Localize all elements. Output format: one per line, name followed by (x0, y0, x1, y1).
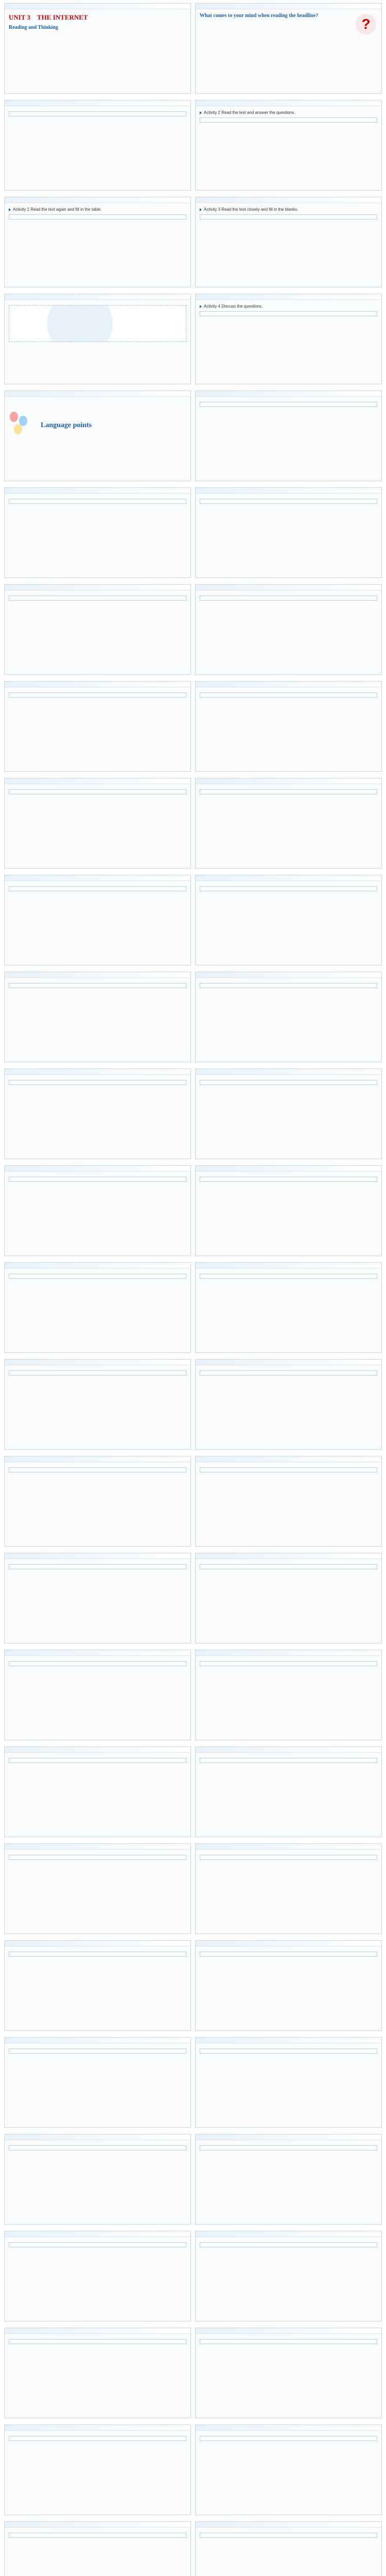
slide-vocab (195, 391, 382, 481)
slide-notes-34 (195, 2037, 382, 2128)
slide-content (196, 300, 381, 319)
slide-content (196, 1462, 381, 1476)
slide-row-6 (0, 484, 386, 581)
slide-header (5, 1166, 190, 1172)
slide-content (5, 397, 190, 429)
slide-content (5, 300, 190, 345)
slide-header (196, 1650, 381, 1656)
slide-header (5, 1747, 190, 1753)
notes-panel-43 (9, 2533, 186, 2538)
slide-content (196, 2237, 381, 2250)
slide-header (5, 2522, 190, 2528)
slide-header (196, 294, 381, 300)
slide-header (5, 197, 190, 203)
notes-panel-26 (200, 1661, 377, 1666)
slide-header (196, 391, 381, 397)
slide-content (196, 1172, 381, 1185)
slide-notes-6 (195, 681, 382, 772)
notes-panel-11 (9, 983, 186, 988)
reading-panel (9, 111, 186, 116)
slide-content (196, 1365, 381, 1379)
slide-row-22 (0, 2034, 386, 2131)
question-mark-icon: ? (356, 14, 376, 35)
slide-notes-39 (4, 2328, 191, 2418)
slide-question (195, 3, 382, 94)
arrow-icon (9, 208, 11, 211)
slide-notes-32 (195, 1940, 382, 2031)
slide-content (196, 2431, 381, 2444)
notes-panel-41 (9, 2436, 186, 2441)
slide-discussion (195, 294, 382, 384)
slide-content (196, 590, 381, 604)
notes-panel-16 (200, 1177, 377, 1182)
slide-notes-2 (195, 487, 382, 578)
notes-panel-21 (9, 1467, 186, 1472)
slide-activity-3 (195, 197, 382, 287)
notes-panel-34 (200, 2048, 377, 2054)
slide-notes-16 (195, 1165, 382, 1256)
notes-panel-17 (9, 1274, 186, 1279)
slide-content (5, 494, 190, 507)
slide-row-24 (0, 2228, 386, 2325)
slide-content (5, 784, 190, 798)
slide-row-2 (0, 97, 386, 194)
slide-header (196, 1747, 381, 1753)
slide-content (5, 1172, 190, 1185)
unit-title: UNIT 3 THE INTERNET (9, 13, 88, 21)
notes-panel-3 (9, 596, 186, 601)
slide-header (5, 1263, 190, 1268)
slide-header (5, 294, 190, 300)
notes-panel-7 (9, 789, 186, 794)
slide-activity-2 (195, 100, 382, 191)
slide-header (196, 1069, 381, 1075)
slide-header (5, 1650, 190, 1656)
balloon-red-icon (10, 412, 18, 422)
notes-panel-19 (9, 1370, 186, 1376)
slide-header (5, 682, 190, 687)
slide-content (5, 2043, 190, 2057)
slide-row-12 (0, 1065, 386, 1162)
notes-panel-9 (9, 886, 186, 891)
notes-panel-25 (9, 1661, 186, 1666)
slide-header (5, 585, 190, 590)
notes-panel-31 (9, 1952, 186, 1957)
slide-content (196, 494, 381, 507)
slide-header (196, 875, 381, 881)
slide-notes-42 (195, 2425, 382, 2515)
slide-header (5, 1360, 190, 1365)
slide-header (196, 585, 381, 590)
slide-content (5, 203, 190, 223)
fill-blanks-panel (200, 214, 377, 219)
slide-header (5, 2038, 190, 2043)
slide-notes-28 (195, 1747, 382, 1837)
slide-row-4 (0, 291, 386, 387)
slide-header (196, 682, 381, 687)
slide-notes-38 (195, 2231, 382, 2321)
slide-notes-5 (4, 681, 191, 772)
notes-panel-20 (200, 1370, 377, 1376)
slide-header (196, 972, 381, 978)
slide-notes-24 (195, 1553, 382, 1643)
notes-panel-39 (9, 2339, 186, 2344)
notes-panel-18 (200, 1274, 377, 1279)
slide-content (5, 9, 190, 37)
slide-notes-43 (4, 2521, 191, 2576)
arrow-icon (200, 305, 202, 308)
slide-content (196, 2140, 381, 2154)
slide-notes-1 (4, 487, 191, 578)
slide-header (196, 1360, 381, 1365)
slide-header (196, 778, 381, 784)
slide-content (196, 106, 381, 126)
slide-notes-20 (195, 1359, 382, 1450)
slide-header (196, 1844, 381, 1850)
slide-content (5, 590, 190, 604)
slide-content (196, 687, 381, 701)
slide-header (196, 2425, 381, 2431)
slide-header (5, 1456, 190, 1462)
slide-header (5, 488, 190, 494)
slide-content (5, 687, 190, 701)
slide-notes-3 (4, 584, 191, 675)
slide-header (196, 2134, 381, 2140)
slide-row-27 (0, 2518, 386, 2576)
balloons-icon (10, 412, 33, 443)
slide-content (196, 1656, 381, 1669)
slide-row-16 (0, 1453, 386, 1550)
slide-row-18 (0, 1647, 386, 1743)
slide-row-11 (0, 969, 386, 1065)
notes-panel-30 (200, 1855, 377, 1860)
notes-panel-28 (200, 1758, 377, 1763)
slide-content (5, 1946, 190, 1960)
activity-4-heading: Activity 4 Discuss the questions. (200, 304, 377, 309)
slide-content (5, 1075, 190, 1088)
slide-notes-7 (4, 778, 191, 869)
question-title: What comes to your mind when reading the headline? (200, 13, 319, 19)
activity-2-heading: Activity 2 Read the text and answer the questions. (200, 110, 377, 115)
slide-notes-44 (195, 2521, 382, 2576)
notes-panel-40 (200, 2339, 377, 2344)
slide-row-13 (0, 1162, 386, 1259)
slide-content (5, 1462, 190, 1476)
slide-header (196, 1553, 381, 1559)
unit-subtitle: Reading and Thinking (9, 24, 58, 30)
slide-notes-9 (4, 875, 191, 965)
slide-notes-10 (195, 875, 382, 965)
slide-header (5, 4, 190, 9)
slide-notes-35 (4, 2134, 191, 2225)
slide-content (196, 1075, 381, 1088)
slide-notes-33 (4, 2037, 191, 2128)
notes-panel-14 (200, 1080, 377, 1085)
slide-content (196, 2528, 381, 2541)
slide-row-15 (0, 1356, 386, 1453)
slide-header (196, 2522, 381, 2528)
slide-header (196, 488, 381, 494)
slide-content (5, 2431, 190, 2444)
slide-header (196, 197, 381, 203)
slide-header (196, 1941, 381, 1946)
notes-panel-32 (200, 1952, 377, 1957)
slide-header (5, 2328, 190, 2334)
slide-notes-31 (4, 1940, 191, 2031)
slide-notes-22 (195, 1456, 382, 1547)
slide-header (5, 1844, 190, 1850)
slide-notes-30 (195, 1843, 382, 1934)
slide-notes-36 (195, 2134, 382, 2225)
notes-panel-27 (9, 1758, 186, 1763)
slide-content (196, 2334, 381, 2347)
slide-notes-37 (4, 2231, 191, 2321)
table-panel (9, 214, 186, 219)
slide-row-23 (0, 2131, 386, 2228)
slide-content (196, 2043, 381, 2057)
arrow-icon (200, 208, 202, 211)
slide-header (5, 2231, 190, 2237)
slide-notes-13 (4, 1069, 191, 1159)
notes-panel-2 (200, 499, 377, 504)
language-points-title: Language points (41, 421, 92, 429)
notes-panel-13 (9, 1080, 186, 1085)
slide-header (196, 1166, 381, 1172)
slide-notes-11 (4, 972, 191, 1062)
questions-panel (200, 117, 377, 123)
slide-content (5, 2528, 190, 2541)
slide-content (196, 397, 381, 410)
slide-notes-18 (195, 1262, 382, 1353)
slide-content (5, 1365, 190, 1379)
slide-notes-41 (4, 2425, 191, 2515)
slide-content (196, 9, 381, 32)
slide-notes-12 (195, 972, 382, 1062)
notes-panel-5 (9, 692, 186, 698)
slide-row-5 (0, 387, 386, 484)
slide-content (5, 978, 190, 991)
slide-content (196, 784, 381, 798)
slide-content (196, 1268, 381, 1282)
slide-header (196, 2328, 381, 2334)
notes-panel-38 (200, 2242, 377, 2247)
slide-content (196, 1850, 381, 1863)
notes-panel-44 (200, 2533, 377, 2538)
slide-header (5, 100, 190, 106)
slide-header (5, 778, 190, 784)
notes-panel-24 (200, 1564, 377, 1569)
slide-content (5, 1559, 190, 1572)
notes-panel-42 (200, 2436, 377, 2441)
notes-panel-8 (200, 789, 377, 794)
slide-row-14 (0, 1259, 386, 1356)
slide-notes-40 (195, 2328, 382, 2418)
arrow-icon (200, 111, 202, 114)
slide-notes-26 (195, 1650, 382, 1740)
notes-panel-10 (200, 886, 377, 891)
slide-content (196, 978, 381, 991)
slide-row-21 (0, 1937, 386, 2034)
slide-reading (4, 100, 191, 191)
slide-row-19 (0, 1743, 386, 1840)
notes-panel-29 (9, 1855, 186, 1860)
slide-content (196, 1559, 381, 1572)
slide-row-7 (0, 581, 386, 678)
slide-header (5, 2425, 190, 2431)
slide-mindmap (4, 294, 191, 384)
notes-panel-23 (9, 1564, 186, 1569)
slide-activity-1 (4, 197, 191, 287)
notes-panel-12 (200, 983, 377, 988)
notes-panel-1 (9, 499, 186, 504)
slide-header (196, 2038, 381, 2043)
notes-panel-33 (9, 2048, 186, 2054)
activity-3-heading: Activity 3 Read the text closely and fill in the blanks. (200, 207, 377, 212)
slide-content (196, 881, 381, 894)
notes-panel-4 (200, 596, 377, 601)
slide-content (5, 1268, 190, 1282)
discussion-panel (200, 311, 377, 316)
slide-row-9 (0, 775, 386, 872)
slide-notes-14 (195, 1069, 382, 1159)
notes-panel-6 (200, 692, 377, 698)
slide-header (5, 1553, 190, 1559)
slide-content (5, 2237, 190, 2250)
notes-panel-22 (200, 1467, 377, 1472)
slide-notes-25 (4, 1650, 191, 1740)
slide-row-17 (0, 1550, 386, 1647)
slide-notes-4 (195, 584, 382, 675)
slide-notes-27 (4, 1747, 191, 1837)
mindmap-diagram (9, 305, 186, 342)
slide-content (5, 1656, 190, 1669)
slide-notes-8 (195, 778, 382, 869)
slide-notes-17 (4, 1262, 191, 1353)
slide-header (196, 2231, 381, 2237)
slide-header (196, 1263, 381, 1268)
slide-row-20 (0, 1840, 386, 1937)
slide-notes-23 (4, 1553, 191, 1643)
slide-title (4, 3, 191, 94)
slide-content (196, 1753, 381, 1766)
slide-header (5, 391, 190, 397)
slide-header (196, 1456, 381, 1462)
slide-content (5, 1753, 190, 1766)
slide-content (5, 2140, 190, 2154)
slide-notes-15 (4, 1165, 191, 1256)
vocab-panel (200, 402, 377, 407)
slide-row-25 (0, 2325, 386, 2421)
slide-header (5, 1069, 190, 1075)
slide-header (196, 4, 381, 9)
slide-content (5, 106, 190, 120)
slide-content (196, 203, 381, 223)
slide-content (196, 1946, 381, 1960)
slide-header (5, 1941, 190, 1946)
slide-row-10 (0, 872, 386, 969)
notes-panel-37 (9, 2242, 186, 2247)
slide-row-26 (0, 2421, 386, 2518)
slide-content (5, 881, 190, 894)
slide-language-points (4, 391, 191, 481)
slide-header (5, 2134, 190, 2140)
slide-row-3 (0, 194, 386, 291)
slide-row-8 (0, 678, 386, 775)
slide-header (196, 100, 381, 106)
notes-panel-35 (9, 2145, 186, 2150)
notes-panel-15 (9, 1177, 186, 1182)
slide-row-1 (0, 0, 386, 97)
slide-content (5, 2334, 190, 2347)
slide-notes-29 (4, 1843, 191, 1934)
slide-notes-19 (4, 1359, 191, 1450)
slide-content (5, 1850, 190, 1863)
notes-panel-36 (200, 2145, 377, 2150)
slide-header (5, 972, 190, 978)
slide-notes-21 (4, 1456, 191, 1547)
balloon-yellow-icon (14, 424, 22, 434)
activity-1-heading: Activity 1 Read the text again and fill in the table. (9, 207, 186, 212)
slide-header (5, 875, 190, 881)
